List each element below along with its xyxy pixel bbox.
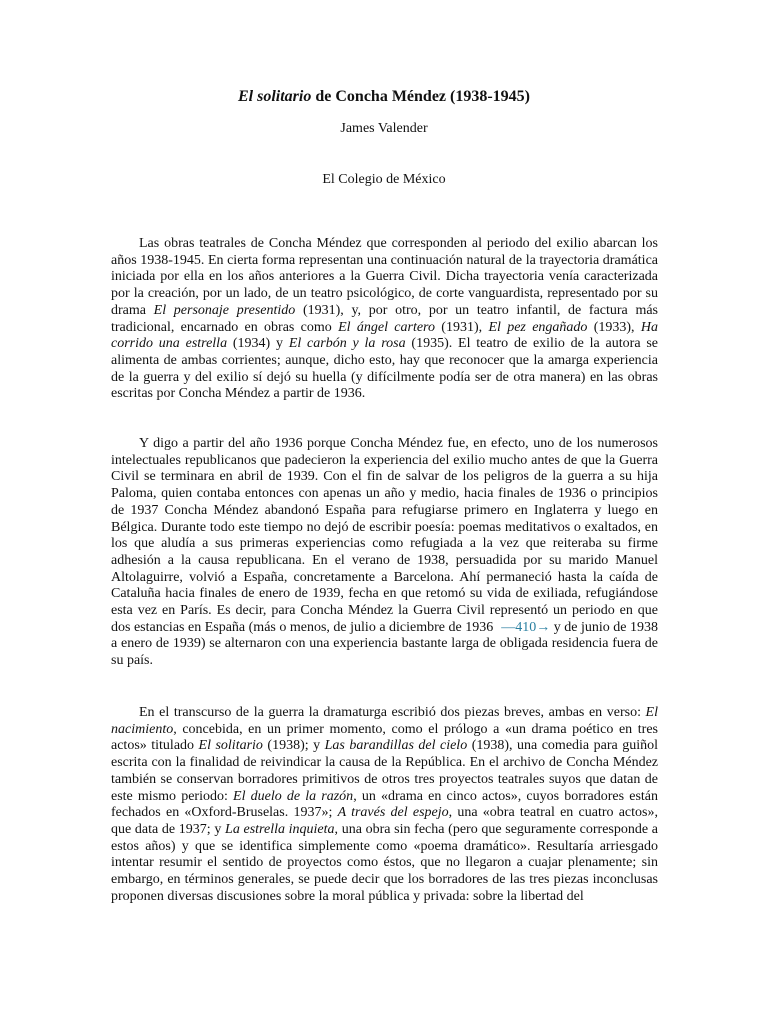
paragraph-2 xyxy=(111,436,658,670)
p3-text-7: , una obra sin fecha (pero que seguramente corresponde a estos años) y que se identifica simplemente como «poema dramático». Resultaría arriesgado intentar resumir el sentido de proyectos como éstos, que no llegaron a cuajar plenamente; sin embargo, en términos generales, se puede decir que los borradores de las tres piezas inconclusas proponen diversas discusiones sobre la moral pública y privada: sobre la libertad del xyxy=(111,821,658,904)
p2-text-2: y de junio de 1938 a enero de 1939) se alternaron con una experiencia bastante larga de obligada residencia fuera de su país. xyxy=(111,619,658,669)
paragraph-3 xyxy=(111,705,658,905)
p1-italic-1: El personaje presentido xyxy=(153,302,296,318)
p1-italic-3: El pez engañado xyxy=(488,319,588,335)
p3-text-4: (1938), una comedia para guiñol escrita con la finalidad de reivindicar la causa de la República. En el archivo de Concha Méndez también se conservan borradores primitivos de otros tres proyectos teatrales suyos que datan de este mismo periodo: xyxy=(111,738,658,804)
p3-italic-1: El nacimiento xyxy=(111,705,658,737)
p3-italic-4: El duelo de la razón xyxy=(233,788,354,804)
p3-italic-5: A través del espejo xyxy=(337,805,449,821)
p1-italic-5: El carbón y la rosa xyxy=(288,336,406,352)
p3-italic-3: Las barandillas del cielo xyxy=(324,738,468,754)
title-italic: El solitario xyxy=(238,88,312,105)
p1-text-2: (1931), y, por otro, por un teatro infantil, de factura más tradicional, encarnado en obras como xyxy=(111,302,658,335)
p1-text-3: (1931), xyxy=(434,319,489,335)
p3-italic-2: El solitario xyxy=(198,738,263,754)
p1-italic-2: El ángel cartero xyxy=(338,319,435,335)
p3-text-1: En el transcurso de la guerra la dramaturga escribió dos piezas breves, ambas en verso: xyxy=(139,705,646,720)
paragraph-1 xyxy=(111,236,658,403)
author-name: James Valender xyxy=(340,121,428,136)
page-number-link[interactable]: —410→ xyxy=(501,619,551,635)
p1-text-1: Las obras teatrales de Concha Méndez que corresponden al periodo del exilio abarcan los años 1938-1945. En cierta forma representan una continuación natural de la trayectoria dramática iniciada por ella en los años anteriores a la Guerra Civil. Dicha trayectoria venía caracterizada por la creación, por un lado, de un teatro psicológico, de corte vanguardista, representado por su drama xyxy=(111,236,658,318)
p1-text-5: (1934) y xyxy=(227,336,289,352)
p1-text-4: (1933), xyxy=(587,319,641,335)
p1-text-6: (1935). El teatro de exilio de la autora se alimenta de ambas corrientes; aunque, dicho esto, hay que reconocer que la amarga experiencia de la guerra y del exilio sí dejó su huella (y difícilmente podía ser de otra manera) en las obras escritas por Concha Méndez a partir de 1936. xyxy=(111,336,658,402)
article-title xyxy=(0,88,768,106)
p3-text-6: , una «obra teatral en cuatro actos», que data de 1937; y xyxy=(111,805,658,837)
author-institution: El Colegio de México xyxy=(322,172,446,187)
p1-italic-4: Ha corrido una estrella xyxy=(111,319,658,352)
p2-text-1: Y digo a partir del año 1936 porque Concha Méndez fue, en efecto, uno de los numerosos intelectuales republicanos que padecieron la experiencia del exilio mucho antes de que la Guerra Civil se terminara en abril de 1939. Con el fin de salvar de los peligros de la guerra a su hija Paloma, quien contaba entonces con apenas un año y medio, hacia finales de 1936 o principios de 1937 Concha Méndez abandonó España para refugiarse primero en Inglaterra y luego en Bélgica. Durante todo este tiempo no dejó de escribir poesía: poemas meditativos o exaltados, en los que aludía a sus primeras experiencias como refugiada a la vez que reiteraba su firme adhesión a la causa republicana. En el verano de 1938, persuadida por su marido Manuel Altolaguirre, volvió a España, concretamente a Barcelona. Ahí permaneció hasta la caída de Cataluña hacia finales de enero de 1939, fecha en que retomó su vida de exiliada, refugiándose esta vez en París. Es decir, para Concha Méndez la Guerra Civil representó un periodo en que dos estancias en España (más o menos, de julio a diciembre de 1936 xyxy=(111,436,658,635)
p3-text-2: , concebida, en un primer momento, como el prólogo a «un drama poético en tres actos» titulado xyxy=(111,721,658,754)
p3-text-3: (1938); y xyxy=(262,738,325,754)
title-rest: de Concha Méndez (1938-1945) xyxy=(311,88,530,105)
p3-text-5: , un «drama en cinco actos», cuyos borradores están fechados en «Oxford-Bruselas. 1937»; xyxy=(111,788,658,821)
p3-italic-6: La estrella inquieta xyxy=(225,821,335,837)
